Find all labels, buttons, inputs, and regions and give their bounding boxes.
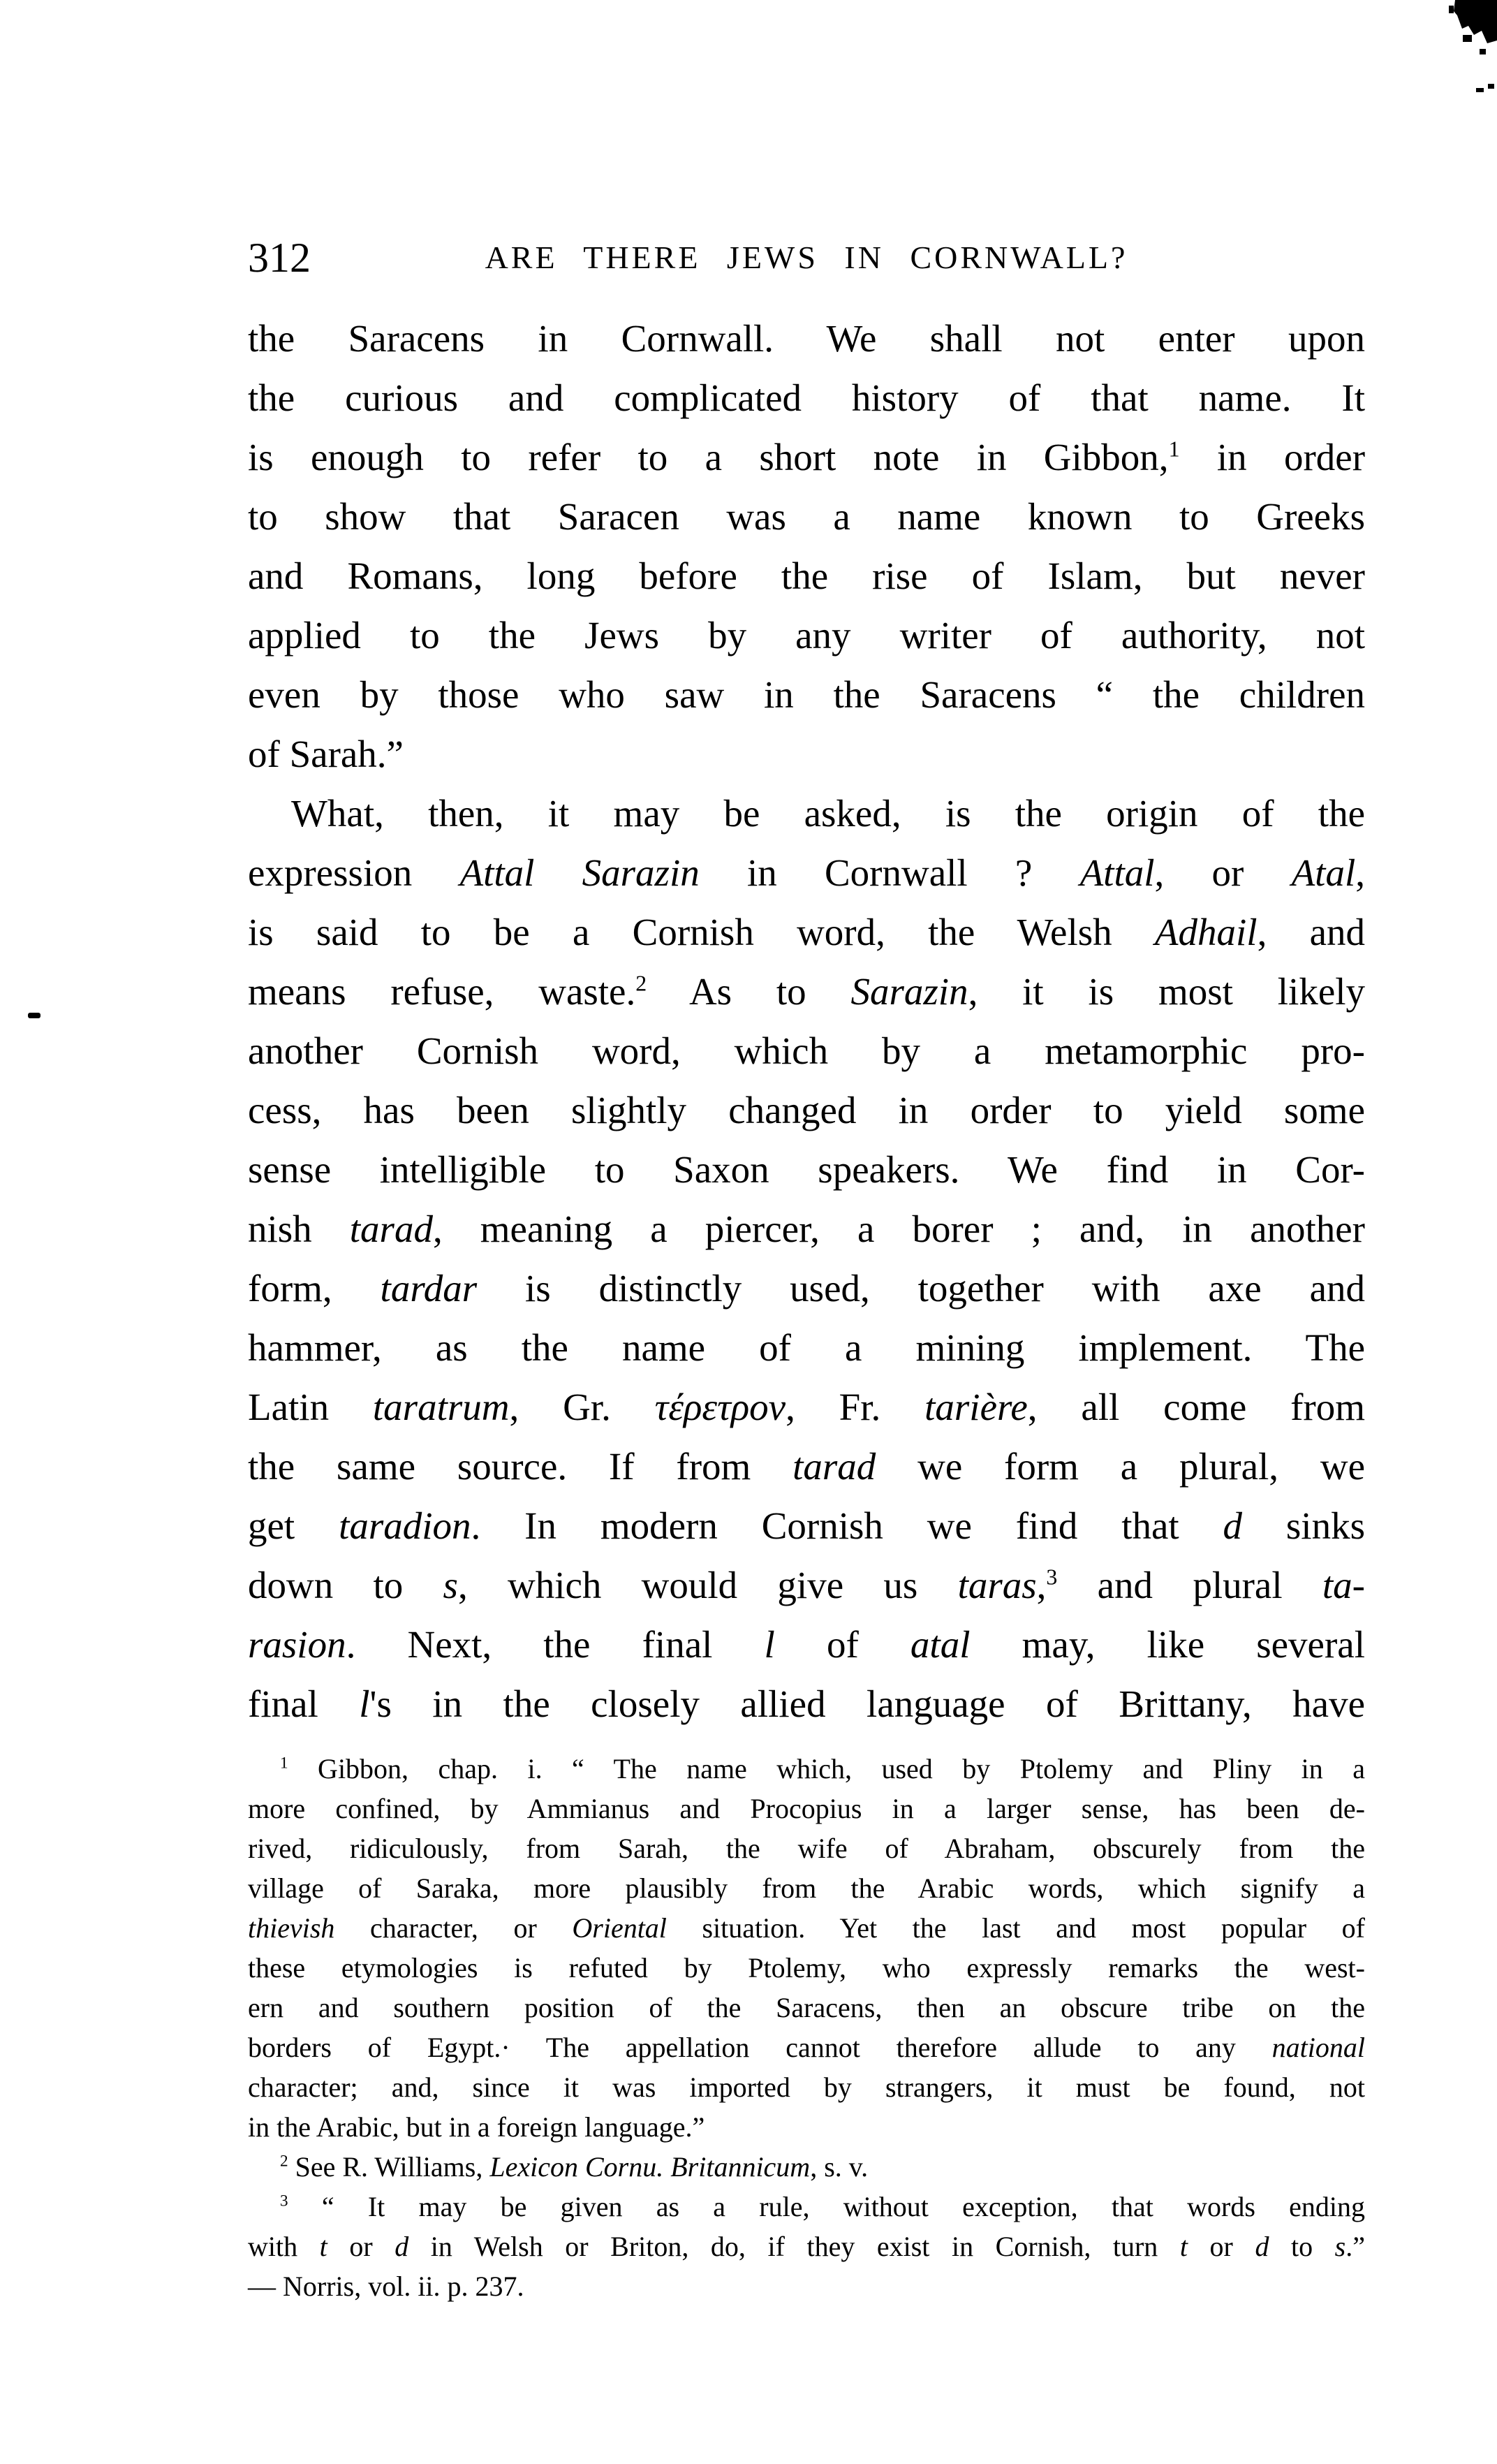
page-content	[248, 230, 1365, 2306]
body-line: another Cornish word, which by a metamorphic pro-	[248, 1029, 1365, 1072]
body-line: What, then, it may be asked, is the origin of the	[291, 792, 1365, 835]
running-title: ARE THERE JEWS IN CORNWALL?	[485, 240, 1128, 275]
body-line: means refuse, waste.$^2$ As to Sarazin, it is most likely	[248, 970, 1366, 1013]
body-line: form, tardar is distinctly used, together with axe and	[248, 1267, 1365, 1310]
body-line: is enough to refer to a short note in Gibbon,$^1$ in order	[248, 436, 1366, 478]
footnote-line: these etymologies is refuted by Ptolemy, who expressly remarks the west-	[248, 1952, 1365, 1983]
body-line: sense intelligible to Saxon speakers. We find in Cor-	[248, 1148, 1365, 1191]
body-line: nish tarad, meaning a piercer, a borer ; and, in another	[248, 1208, 1365, 1250]
body-line: expression Attal Sarazin in Cornwall ? Attal, or Atal,	[248, 851, 1365, 894]
footnote-line: character; and, since it was imported by strangers, it must be found, not	[248, 2071, 1365, 2103]
body-line: cess, has been slightly changed in order to yield some	[248, 1089, 1365, 1131]
body-line: get taradion. In modern Cornish we find that d sinks	[248, 1504, 1365, 1547]
body-line: the same source. If from tarad we form a plural, we	[248, 1445, 1365, 1488]
footnote-line: more confined, by Ammianus and Procopius in a larger sense, has been de-	[248, 1793, 1365, 1824]
footnote-line: $^3$ “ It may be given as a rule, without exception, that words ending	[280, 2191, 1365, 2222]
body-line: rasion. Next, the final l of atal may, like several	[248, 1623, 1365, 1666]
page-header	[248, 230, 1365, 285]
footnote-line: with t or d in Welsh or Briton, do, if they exist in Cornish, turn t or d to s.”	[248, 2231, 1365, 2262]
body-line: final l's in the closely allied language of Brittany, have	[248, 1682, 1365, 1725]
body-line: hammer, as the name of a mining implement. The	[248, 1326, 1365, 1369]
body-line: down to s, which would give us taras,$^3$ and plural ta-	[248, 1564, 1366, 1606]
footnote-line: in the Arabic, but in a foreign language.”	[248, 2111, 705, 2143]
body-line: is said to be a Cornish word, the Welsh Adhail, and	[248, 911, 1365, 953]
footnote-line: ern and southern position of the Saracens, then an obscure tribe on the	[248, 1992, 1365, 2023]
footnote-line: borders of Egypt.· The appellation cannot therefore allude to any national	[248, 2032, 1365, 2063]
body-text	[248, 309, 1365, 1733]
body-line: and Romans, long before the rise of Islam, but never	[248, 555, 1365, 597]
footnote-line: — Norris, vol. ii. p. 237.	[248, 2271, 524, 2302]
body-line: to show that Saracen was a name known to Greeks	[248, 495, 1365, 538]
body-line: of Sarah.”	[248, 733, 404, 775]
footnote-line: $^2$ See R. Williams, Lexicon Cornu. Britannicum, s. v.	[280, 2151, 869, 2183]
footnote-line: rived, ridiculously, from Sarah, the wife of Abraham, obscurely from the	[248, 1833, 1365, 1864]
body-line: the curious and complicated history of that name. It	[248, 376, 1365, 419]
footnote-line: $^1$ Gibbon, chap. i. “ The name which, used by Ptolemy and Pliny in a	[280, 1753, 1365, 1784]
footnote-line: village of Saraka, more plausibly from the Arabic words, which signify a	[248, 1872, 1365, 1904]
ink-blot-artifact	[1448, 0, 1497, 98]
page-number: 312	[248, 235, 311, 281]
ink-speck-artifact	[28, 1013, 40, 1018]
body-line: applied to the Jews by any writer of authority, not	[248, 614, 1365, 657]
body-line: Latin taratrum, Gr. τέρετρον, Fr. tarière, all come from	[248, 1386, 1365, 1428]
body-line: the Saracens in Cornwall. We shall not enter upon	[248, 317, 1365, 360]
footnotes	[248, 1749, 1365, 2306]
body-line: even by those who saw in the Saracens “ the children	[248, 673, 1365, 716]
footnote-line: thievish character, or Oriental situation. Yet the last and most popular of	[248, 1912, 1365, 1944]
